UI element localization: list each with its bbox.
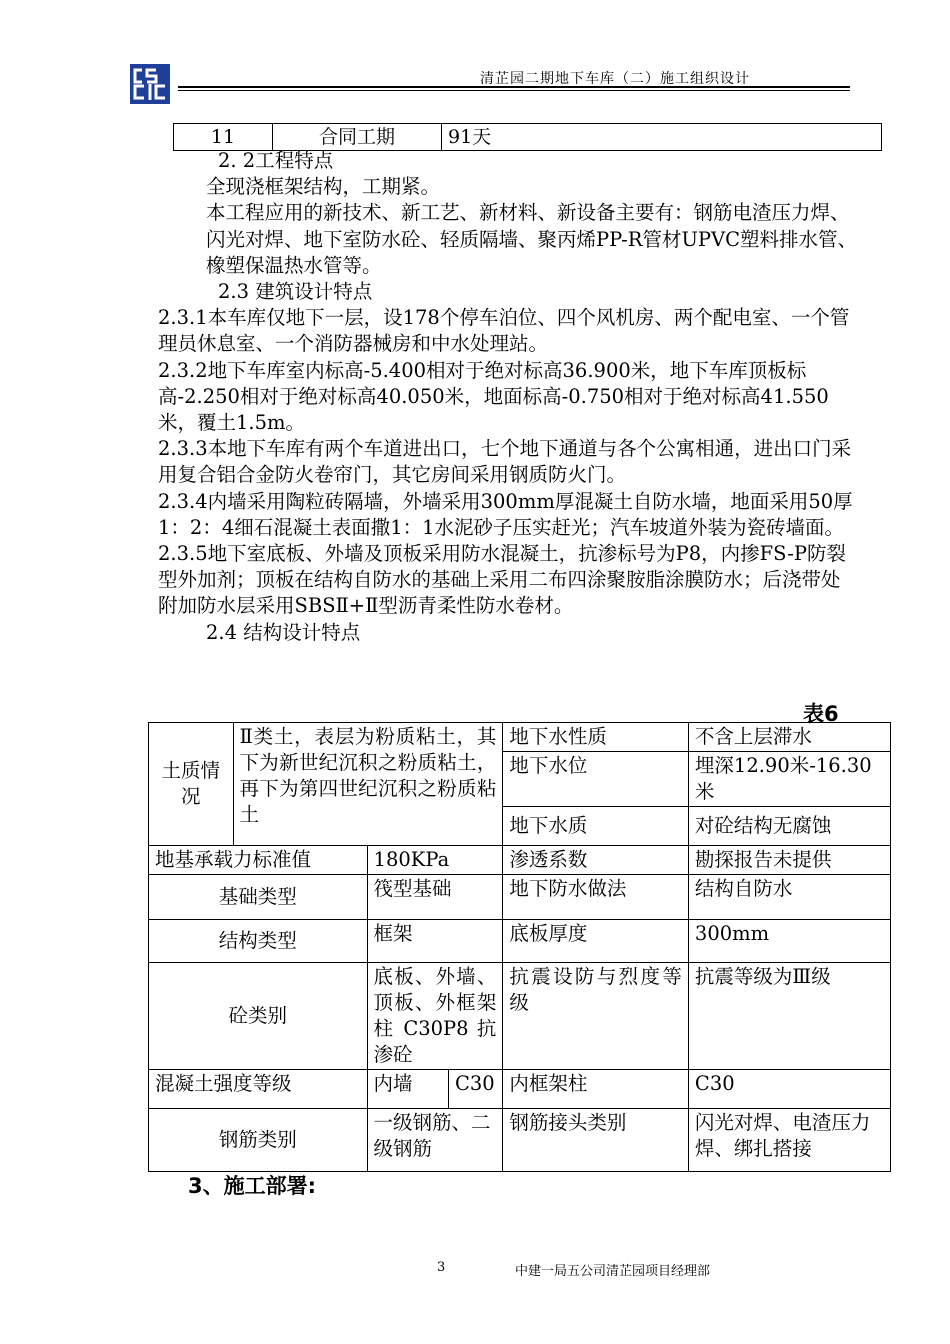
table-row — [174, 124, 882, 151]
table-row — [149, 875, 891, 920]
footer-organization: 中建一局五公司清芷园项目经理部 — [515, 1264, 711, 1279]
seismic-label: 抗震设防与烈度等级 — [503, 963, 689, 1070]
seismic-value: 抗震等级为Ⅲ级 — [688, 963, 890, 1070]
bearing-label: 地基承载力标准值 — [149, 846, 368, 875]
table-row — [149, 1109, 891, 1172]
groundwater-level-value: 埋深12.90米-16.30米 — [688, 752, 890, 807]
groundwater-quality-value: 对砼结构无腐蚀 — [688, 807, 890, 846]
structure-design-table — [148, 722, 891, 1172]
page-number: 3 — [437, 1260, 446, 1275]
rebar-label: 钢筋类别 — [149, 1109, 368, 1172]
section-2-3-4: 2.3.4内墙采用陶粒砖隔墙，外墙采用300mm厚混凝土自防水墙，地面采用50厚1：2：4细石混凝土表面撒1：1水泥砂子压实赶光；汽车坡道外装为瓷砖墙面。 — [158, 489, 853, 539]
section-2-2-title: 2. 2工程特点 — [218, 149, 334, 172]
table-row — [149, 723, 891, 752]
permeability-value: 勘探报告未提供 — [688, 846, 890, 875]
inner-wall-value: C30 — [448, 1070, 502, 1109]
row-item: 合同工期 — [273, 124, 442, 151]
table-row — [149, 846, 891, 875]
structure-type-value: 框架 — [367, 920, 503, 963]
row-number: 11 — [174, 124, 273, 151]
structure-type-label: 结构类型 — [149, 920, 368, 963]
permeability-label: 渗透系数 — [503, 846, 689, 875]
section-2-3-1: 2.3.1本车库仅地下一层，设178个停车泊位、四个风机房、两个配电室、一个管理员休息室、一个消防器械房和中水处理站。 — [158, 306, 850, 356]
contract-period-table — [173, 123, 882, 151]
soil-label: 土质情况 — [149, 723, 234, 846]
inner-column-value: C30 — [688, 1070, 890, 1109]
inner-column-label: 内框架柱 — [503, 1070, 689, 1109]
section-2-2-para-1: 全现浇框架结构，工期紧。 — [206, 175, 441, 199]
row-value: 91天 — [442, 124, 882, 151]
table-6-label: 表6 — [803, 702, 839, 726]
section-2-3-5: 2.3.5地下室底板、外墙及顶板采用防水混凝土，抗渗标号为P8，内掺FS-P防裂型外加剂；顶板在结构自防水的基础上采用二布四涂聚胺脂涂膜防水；后浇带处附加防水层采用SBSⅡ+Ⅱ型沥青柔性防水卷材。 — [158, 542, 846, 618]
foundation-label: 基础类型 — [149, 875, 368, 920]
waterproof-label: 地下防水做法 — [503, 875, 689, 920]
section-3-heading: 3、施工部署: — [188, 1174, 317, 1198]
foundation-value: 筏型基础 — [367, 875, 503, 920]
header-title: 清芷园二期地下车库（二）施工组织设计 — [480, 71, 750, 87]
waterproof-value: 结构自防水 — [688, 875, 890, 920]
bearing-value: 180KPa — [367, 846, 503, 875]
rebar-joint-value: 闪光对焊、电渣压力焊、绑扎搭接 — [688, 1109, 890, 1172]
groundwater-nature-value: 不含上层滞水 — [688, 723, 890, 752]
section-2-3-title: 2.3 建筑设计特点 — [218, 280, 373, 304]
groundwater-level-label: 地下水位 — [503, 752, 689, 807]
section-2-3-3: 2.3.3本地下车库有两个车道进出口，七个地下通道与各个公寓相通，进出口门采用复合铝合金防火卷帘门，其它房间采用钢质防火门。 — [158, 437, 852, 487]
concrete-type-label: 砼类别 — [149, 963, 368, 1070]
section-2-3-2: 2.3.2地下车库室内标高-5.400相对于绝对标高36.900米，地下车库顶板标高-2.250相对于绝对标高40.050米，地面标高-0.750相对于绝对标高41.550米，覆土1.5m。 — [158, 358, 829, 435]
slab-thickness-value: 300mm — [688, 920, 890, 963]
groundwater-quality-label: 地下水质 — [503, 807, 689, 846]
header-rule — [178, 86, 850, 88]
slab-thickness-label: 底板厚度 — [503, 920, 689, 963]
soil-description: Ⅱ类土，表层为粉质粘土，其下为新世纪沉积之粉质粘土，再下为第四世纪沉积之粉质粘土 — [233, 723, 503, 846]
rebar-joint-label: 钢筋接头类别 — [503, 1109, 689, 1172]
table-row — [149, 920, 891, 963]
strength-label: 混凝土强度等级 — [149, 1070, 368, 1109]
body-text — [158, 148, 858, 646]
table-row — [149, 1070, 891, 1109]
inner-wall-label: 内墙 — [367, 1070, 448, 1109]
section-2-4-title: 2.4 结构设计特点 — [206, 620, 361, 644]
groundwater-nature-label: 地下水性质 — [503, 723, 689, 752]
section-2-2-para-2: 本工程应用的新技术、新工艺、新材料、新设备主要有：钢筋电渣压力焊、闪光对焊、地下室防水砼、轻质隔墙、聚丙烯PP-R管材UPVC塑料排水管、橡塑保温热水管等。 — [206, 201, 858, 277]
header-rule-thin — [178, 90, 850, 91]
table-row — [149, 963, 891, 1070]
concrete-type-value: 底板、外墙、顶板、外框架柱 C30P8 抗渗砼 — [367, 963, 503, 1070]
company-logo-icon — [130, 64, 170, 104]
rebar-value: 一级钢筋、二级钢筋 — [367, 1109, 503, 1172]
